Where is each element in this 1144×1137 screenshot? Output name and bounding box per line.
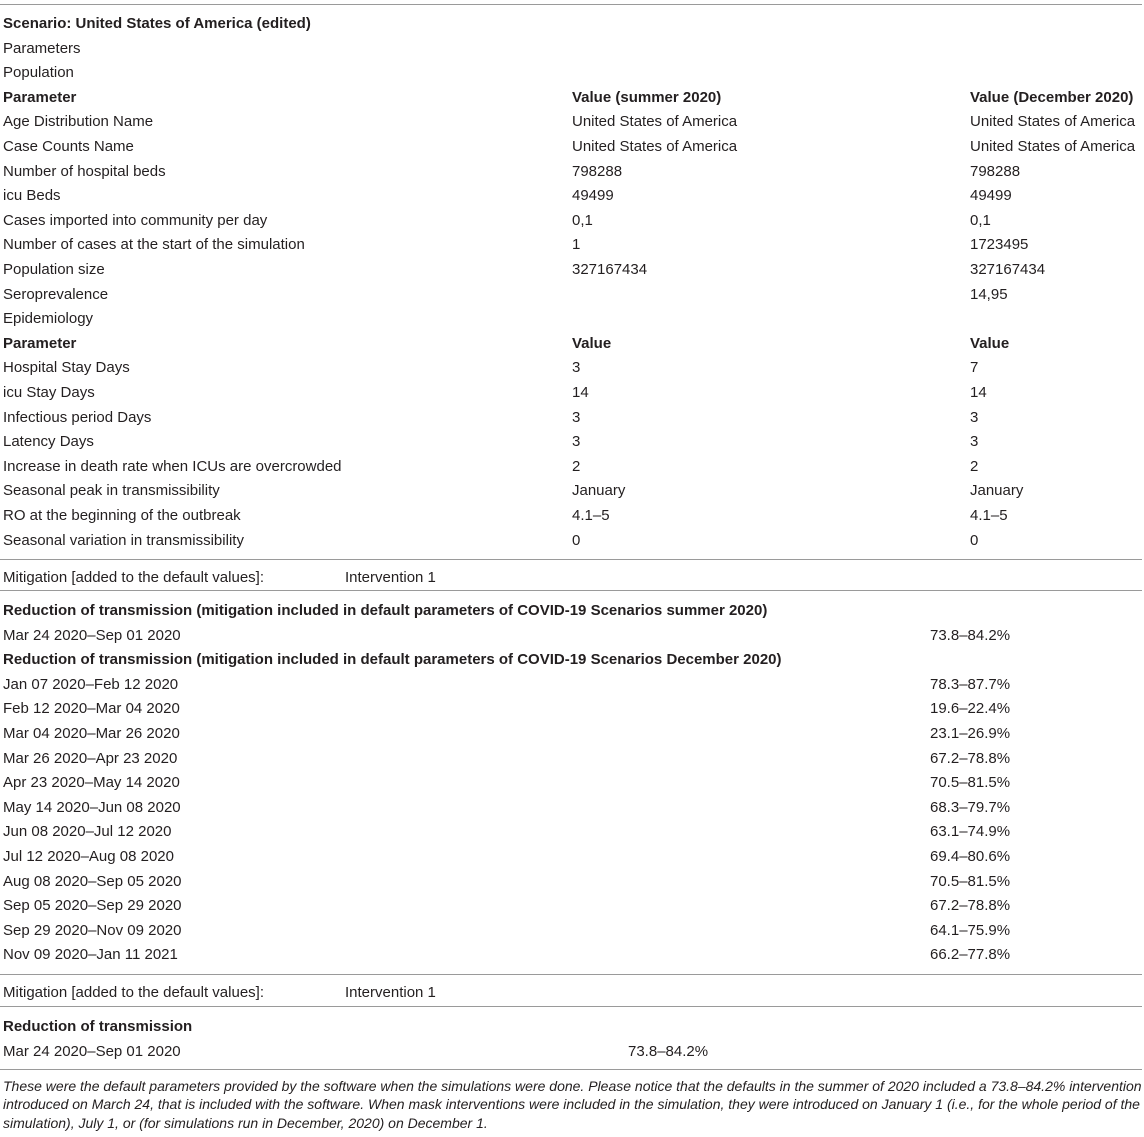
table-row xyxy=(0,428,1142,453)
table-row xyxy=(0,281,1142,306)
reduction-value: 73.8–84.2% xyxy=(930,626,1011,644)
table-row xyxy=(0,527,1142,552)
rule-before-mitigation-1 xyxy=(0,559,1142,560)
population-header-parameter: Parameter xyxy=(3,88,77,106)
epidemiology-header-row xyxy=(0,330,1142,355)
table-bottom-rule xyxy=(0,1069,1142,1070)
mask-row xyxy=(0,1038,1142,1063)
period-range: Jan 07 2020–Feb 12 2020 xyxy=(3,675,179,693)
table-row xyxy=(0,720,1142,745)
december-value: 7 xyxy=(970,359,979,377)
table-row xyxy=(0,379,1142,404)
reduction-value: 23.1–26.9% xyxy=(930,725,1011,742)
december-value: 0 xyxy=(970,531,979,549)
period-range: Apr 23 2020–May 14 2020 xyxy=(3,774,180,792)
rule-after-mitigation-2 xyxy=(0,1006,1142,1007)
parameters-label-row xyxy=(0,35,1142,60)
summer-value: United States of America xyxy=(572,138,738,155)
summer-heading: Reduction of transmission (mitigation included in default parameters of COVID-19 Scenarios summer 2020) xyxy=(3,602,768,619)
parameter-name: Seasonal peak in transmissibility xyxy=(3,482,220,500)
december-value: 14,95 xyxy=(970,285,1008,303)
summer-value: 49499 xyxy=(572,187,614,205)
scenario-title: Scenario: United States of America (edited) xyxy=(3,15,311,32)
period-range: Nov 09 2020–Jan 11 2021 xyxy=(3,946,178,964)
table-row xyxy=(0,133,1142,158)
rule-before-mitigation-2 xyxy=(0,974,1142,975)
parameter-name: Seasonal variation in transmissibility xyxy=(3,531,244,549)
reduction-value: 70.5–81.5% xyxy=(930,774,1011,792)
epidemiology-header-parameter: Parameter xyxy=(3,334,77,352)
december-value: 3 xyxy=(970,433,979,451)
december-value: 1723495 xyxy=(970,236,1029,254)
reduction-value: 66.2–77.8% xyxy=(930,946,1011,964)
table-row xyxy=(0,354,1142,379)
table-row xyxy=(0,868,1142,893)
december-value: 798288 xyxy=(970,162,1021,180)
table-row xyxy=(0,404,1142,429)
reduction-value: 69.4–80.6% xyxy=(930,848,1011,865)
reduction-value: 64.1–75.9% xyxy=(930,921,1011,939)
parameter-name: Increase in death rate when ICUs are overcrowded xyxy=(3,457,342,475)
summer-value: United States of America xyxy=(572,113,738,131)
december-value: January xyxy=(970,482,1024,500)
summer-value: 3 xyxy=(572,359,581,377)
table-row xyxy=(0,794,1142,819)
mitigation-2-label: Mitigation [added to the default values]: xyxy=(3,984,265,1001)
table-row xyxy=(0,671,1142,696)
period-range: Sep 05 2020–Sep 29 2020 xyxy=(3,897,182,915)
summer-value: 0 xyxy=(572,531,581,549)
table-row xyxy=(0,917,1142,942)
parameter-name: Latency Days xyxy=(3,433,94,451)
period-range: May 14 2020–Jun 08 2020 xyxy=(3,798,181,816)
reduction-value: 67.2–78.8% xyxy=(930,897,1011,915)
mitigation-1-label: Mitigation [added to the default values]: xyxy=(3,569,265,586)
table-row xyxy=(0,622,1142,647)
table-row xyxy=(0,769,1142,794)
summer-heading-row xyxy=(0,597,1142,622)
table-row xyxy=(0,818,1142,843)
population-header-summer: Value (summer 2020) xyxy=(572,88,722,106)
parameters-label: Parameters xyxy=(3,39,81,57)
parameter-name: Cases imported into community per day xyxy=(3,211,268,229)
parameter-name: RO at the beginning of the outbreak xyxy=(3,507,241,524)
period-range: Aug 08 2020–Sep 05 2020 xyxy=(3,872,182,890)
table-row xyxy=(0,108,1142,133)
mitigation-1-row xyxy=(0,564,1142,589)
parameter-name: Number of hospital beds xyxy=(3,162,166,180)
table-row xyxy=(0,207,1142,232)
parameter-name: Number of cases at the start of the simulation xyxy=(3,236,305,254)
december-value: United States of America xyxy=(970,138,1136,155)
december-value: 3 xyxy=(970,408,979,426)
december-heading-row xyxy=(0,646,1142,671)
period-range: Mar 04 2020–Mar 26 2020 xyxy=(3,725,180,742)
table-row xyxy=(0,892,1142,917)
summer-value: 3 xyxy=(572,408,581,426)
mitigation-2-row xyxy=(0,979,1142,1004)
epidemiology-label-row xyxy=(0,305,1142,330)
epidemiology-label: Epidemiology xyxy=(3,310,94,328)
table-row xyxy=(0,231,1142,256)
reduction-value: 63.1–74.9% xyxy=(930,823,1011,841)
table-row xyxy=(0,158,1142,183)
summer-value: January xyxy=(572,482,626,500)
mask-heading-row xyxy=(0,1013,1142,1038)
december-heading: Reduction of transmission (mitigation included in default parameters of COVID-19 Scenarios December 2020) xyxy=(3,651,782,669)
table-row xyxy=(0,745,1142,770)
parameter-name: Infectious period Days xyxy=(3,408,152,426)
table-row xyxy=(0,941,1142,966)
summer-value: 1 xyxy=(572,236,581,254)
summer-value: 4.1–5 xyxy=(572,507,610,524)
parameter-name: Age Distribution Name xyxy=(3,113,154,131)
population-label-row xyxy=(0,59,1142,84)
december-value: 327167434 xyxy=(970,261,1046,278)
summer-value: 327167434 xyxy=(572,261,648,278)
mask-heading: Reduction of transmission xyxy=(3,1018,193,1035)
table-top-rule xyxy=(0,4,1142,5)
mitigation-2-intervention: Intervention 1 xyxy=(345,984,436,1001)
december-value: 4.1–5 xyxy=(970,507,1008,524)
december-value: 14 xyxy=(970,384,987,401)
parameter-name: Seroprevalence xyxy=(3,285,109,303)
epidemiology-header-december: Value xyxy=(970,334,1010,352)
table-row xyxy=(0,182,1142,207)
reduction-value: 19.6–22.4% xyxy=(930,700,1011,718)
period-range: Jul 12 2020–Aug 08 2020 xyxy=(3,848,174,865)
parameter-name: Case Counts Name xyxy=(3,138,134,155)
population-header-row xyxy=(0,84,1142,109)
rule-after-mitigation-1 xyxy=(0,590,1142,591)
table-row xyxy=(0,502,1142,527)
summer-value: 0,1 xyxy=(572,211,593,229)
summer-value: 14 xyxy=(572,384,589,401)
reduction-value: 70.5–81.5% xyxy=(930,872,1011,890)
parameter-name: icu Beds xyxy=(3,187,61,205)
period-range: Mar 24 2020–Sep 01 2020 xyxy=(3,626,181,644)
mask-period: Mar 24 2020–Sep 01 2020 xyxy=(3,1042,181,1060)
december-value: 2 xyxy=(970,457,979,475)
summer-value: 798288 xyxy=(572,162,623,180)
summer-value: 2 xyxy=(572,457,581,475)
reduction-value: 67.2–78.8% xyxy=(930,749,1011,767)
table-row xyxy=(0,256,1142,281)
period-range: Feb 12 2020–Mar 04 2020 xyxy=(3,700,180,718)
population-label: Population xyxy=(3,64,74,82)
scenario-title-row xyxy=(0,10,1142,35)
period-range: Jun 08 2020–Jul 12 2020 xyxy=(3,823,172,841)
december-value: United States of America xyxy=(970,113,1136,131)
epidemiology-header-summer: Value xyxy=(572,334,612,352)
table-row xyxy=(0,477,1142,502)
period-range: Sep 29 2020–Nov 09 2020 xyxy=(3,921,182,939)
parameter-name: icu Stay Days xyxy=(3,384,95,401)
parameter-name: Hospital Stay Days xyxy=(3,359,130,377)
december-value: 0,1 xyxy=(970,211,991,229)
parameter-name: Population size xyxy=(3,261,105,278)
mitigation-1-intervention: Intervention 1 xyxy=(345,569,436,586)
table-row xyxy=(0,453,1142,478)
reduction-value: 68.3–79.7% xyxy=(930,798,1011,816)
mask-value: 73.8–84.2% xyxy=(628,1042,709,1060)
table-footnote: These were the default parameters provided by the software when the simulations were done. Please notice that the defaults in the summer of 2020 included a 73.8–84.2% intervention introduced on March 24, that is included with the software. When mask interventions were included in the simulation, they were introduced on January 1 (i.e., for the whole period of the simulation), July 1, or (for simulations run in December, 2020) on December 1. xyxy=(3,1078,1142,1131)
summer-value: 3 xyxy=(572,433,581,451)
period-range: Mar 26 2020–Apr 23 2020 xyxy=(3,749,178,767)
population-header-december: Value (December 2020) xyxy=(970,88,1134,106)
table-row xyxy=(0,843,1142,868)
table-row xyxy=(0,695,1142,720)
december-value: 49499 xyxy=(970,187,1012,205)
reduction-value: 78.3–87.7% xyxy=(930,675,1011,693)
